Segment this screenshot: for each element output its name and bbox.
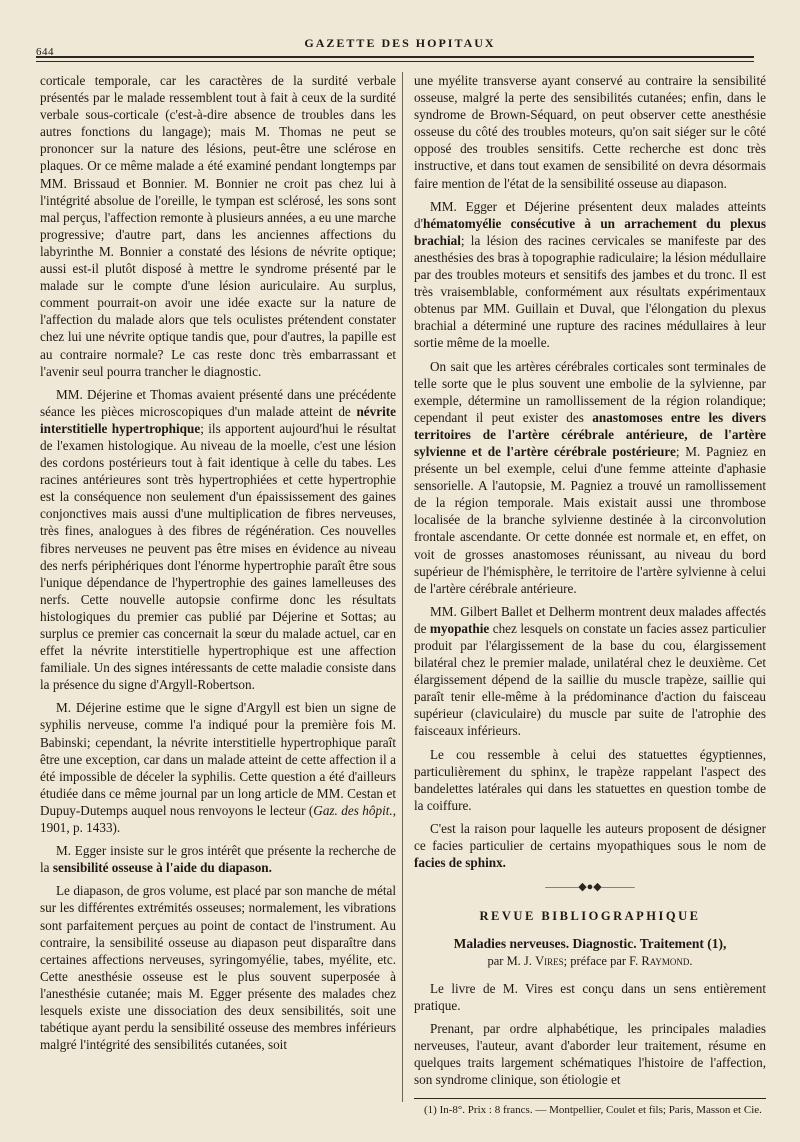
paragraph: Le livre de M. Vires est conçu dans un sens entièrement pratique.	[414, 980, 766, 1013]
paragraph: M. Egger insiste sur le gros intérêt que présente la recherche de la sensibilité osseuse à l'aide du diapason.	[40, 843, 396, 876]
paragraph: Le cou ressemble à celui des statuettes égyptiennes, particulièrement du sphinx, le trapèze rappelant l'aspect des bandelettes latérales qui dans les statuettes en question tombe de la coiffure.	[414, 746, 766, 813]
emphasis: facies de sphinx.	[414, 855, 506, 871]
emphasis: myopathie	[429, 620, 490, 636]
paragraph: MM. Déjerine et Thomas avaient présenté dans une précédente séance les pièces microscopiques d'un malade atteint de névrite interstitielle hypertrophique; ils apportent aujourd'hui le résultat de l'examen histologique. Au niveau de la moelle, c'est une lésion des cordons postérieurs tout à fait identique à celle du tabes. Les racines antérieures sont très hypertrophiées et cette hypertrophie est la conséquence non seulement d'un épaississement des gaines conjonctives mais aussi d'une multiplication de fibres nerveuses, très fines, analogues à des fibres de régénération. Ces nouvelles fibres nerveuses ne peuvent pas être mises en évidence au niveau des nerfs périphériques dont l'énorme hypertrophie paraît être sous l'unique dépendance de l'hypertrophie des gaines lamelleuses des nerfs. Cette nouvelle autopsie confirme donc les résultats histologiques du premier cas publié par Déjerine et Sottas; au surplus ce premier cas concernait la sœur du malade actuel, car en effet la névrite interstitielle hypertrophique est une affection familiale. Un des signes intéressants de cette maladie consiste dans la présence du signe d'Argyll-Robertson.	[40, 386, 396, 693]
paragraph: une myélite transverse ayant conservé au contraire la sensibilité osseuse, malgré la perte des sensibilités cutanées; enfin, dans le syndrome de Brown-Séquard, on peut observer cette anesthésie osseuse du côté des troubles moteurs, qu'on sait siéger sur le côté opposé des troubles sensitifs. Cette recherche est donc très instructive, et dans tout examen de sensibilité on devra désormais faire mention de l'état de la sensibilité osseuse au diapason.	[414, 73, 766, 191]
paragraph: M. Déjerine estime que le signe d'Argyll est bien un signe de syphilis nerveuse, comme l'a indiqué pour la première fois M. Babinski; cependant, la névrite interstitielle hypertrophique paraît être une exception, car dans un malade atteint de cette affection il a été impossible de déceler la syphilis. Cette question a été d'ailleurs étudiée dans ce même journal par un long article de MM. Cestan et Dupuy-Dutemps auquel nous renvoyons le lecteur (Gaz. des hôpit., 1901, p. 1433).	[40, 700, 396, 836]
book-author-line: par M. J. Vires; préface par F. Raymond.	[487, 953, 693, 968]
emphasis: sensibilité osseuse à l'aide du diapason.	[52, 860, 272, 876]
footnote-rule	[414, 1098, 766, 1099]
journal-title: GAZETTE DES HOPITAUX	[304, 36, 496, 50]
section-ornament: ———◆●◆———	[545, 881, 635, 894]
paragraph: Prenant, par ordre alphabétique, les principales maladies nerveuses, l'auteur, avant d'aborder leur traitement, résume en quelques traits largement schématiques l'histoire de l'affection, son syndrome clinique, son étiologie et	[414, 1020, 766, 1088]
column-divider	[402, 72, 403, 1102]
paragraph: On sait que les artères cérébrales corticales sont terminales de telle sorte que le plus souvent une embolie de la sylvienne, par exemple, détermine un ramollissement de la région rolandique; cependant il peut exister des anastomoses entre les divers territoires de l'artère cérébrale antérieure, de l'artère sylvienne et de l'artère cérébrale postérieure; M. Pagniez en présente un bel exemple, celui d'une femme atteinte d'aphasie sensorielle. A l'autopsie, M. Pagniez a trouvé un ramollissement de la région temporale. Mais existait aussi une thrombose localisée de la branche sylvienne destinée à la circonvolution frontale ascendante. Or cette donnée est normale et, en effet, on voit de grosses anastomoses réunissant, au niveau du bord supérieur de l'hémisphère, le territoire de l'artère sylvienne à celui de l'artère cérébrale antérieure.	[414, 358, 767, 596]
paragraph: corticale temporale, car les caractères de la surdité verbale présentés par le malade ressemblent tout à fait à ceux de la surdité verbale sous-corticale (c'est-à-dire absence de troubles dans les autres fonctions du langage); mais M. Thomas ne peut se prononcer sur la nature des lésions, peut-être une sclérose en plaques. Or ce même malade a été examiné pendant longtemps par MM. Brissaud et Bonnier. M. Bonnier ne croit pas chez lui à l'intégrité absolue de l'oreille, le tympan est sclérosé, les sons sont mal perçus, l'affection remonte à plusieurs années, a eu une marche progressive; d'autre part, dans les anciennes affections du labyrinthe M. Bonnier a constaté des lésions de névrite optique; aussi est-il plutôt disposé à mettre le syndrome présenté par le malade sur le compte d'une lésion auriculaire. Au surplus, comment pourrait-on avoir une idée exacte sur la nature de l'affection du malade alors que tels oculistes prétendent constater chez lui une névrite optique tandis que, pour d'autres, la papille est au contraire normale? Le cas reste donc très embarrassant et l'avenir seul pourra trancher le diagnostic.	[40, 73, 396, 379]
book-title: Maladies nerveuses. Diagnostic. Traitement (1),	[453, 936, 727, 952]
left-column	[40, 72, 396, 1059]
header-rule	[36, 56, 754, 58]
page-number: 644	[36, 46, 54, 58]
right-column	[414, 72, 766, 1118]
section-title: REVUE BIBLIOGRAPHIQUE	[479, 909, 701, 924]
emphasis: hématomyélie consécutive à un arrachement du plexus brachial	[414, 215, 766, 248]
paragraph: C'est la raison pour laquelle les auteurs proposent de désigner ce facies particulier de certains myopathiques sous le nom de facies de sphinx.	[414, 820, 766, 871]
paragraph: MM. Egger et Déjerine présentent deux malades atteints d'hématomyélie consécutive à un arrachement du plexus brachial; la lésion des racines cervicales se manifeste par des anesthésies des bras à topographie radiculaire; la lésion médullaire par des troubles moteurs et sensitifs des jambes et du tronc. Il est très vraisemblable, conformément aux résultats expérimentaux obtenus par MM. Guillain et Duval, que l'élongation du plexus brachial a déterminé une rupture des racines médullaires à leur sortie même de la moelle.	[414, 198, 766, 351]
emphasis: anastomoses entre les divers territoires de l'artère cérébrale antérieure, de l'artère sylvienne et de l'artère cérébrale postérieure	[414, 409, 767, 459]
citation: Gaz. des hôpit.	[313, 802, 393, 818]
header-rule-thin	[36, 61, 754, 62]
emphasis: névrite interstitielle hypertrophique	[40, 403, 396, 436]
paragraph: Le diapason, de gros volume, est placé par son manche de métal sur les différentes extrémités osseuses; normalement, les vibrations sont parfaitement perçues au point de contact de l'instrument. Au contraire, la sensibilité osseuse au diapason peut disparaître dans certaines affections nerveuses, syringomyélie, tabes, myélite, etc. Cette anesthésie osseuse est le plus souvent superposée à l'anesthésie cutanée; mais M. Egger présente des malades chez lesquels existe une dissociation des deux sensibilités, soit une tabétique ayant perdu la sensibilité osseuse des membres inférieurs malgré l'intégrité des sensibilités cutanées, soit	[40, 883, 396, 1053]
paragraph: MM. Gilbert Ballet et Delherm montrent deux malades affectés de myopathie chez lesquels on constate un facies assez particulier produit par l'élargissement de la base du cou, élargissement bilatéral chez le premier malade, unilatéral chez le deuxième. Cet élargissement dépend de la saillie du muscle trapèze, saillie qui paraît tenir elle-même à la prédominance d'action du faisceau supérieur (claviculaire) du muscle par suite de l'atrophie des faisceaux inférieurs.	[414, 603, 766, 739]
footnote: (1) In-8°. Prix : 8 francs. — Montpellier, Coulet et fils; Paris, Masson et Cie.	[424, 1104, 762, 1117]
